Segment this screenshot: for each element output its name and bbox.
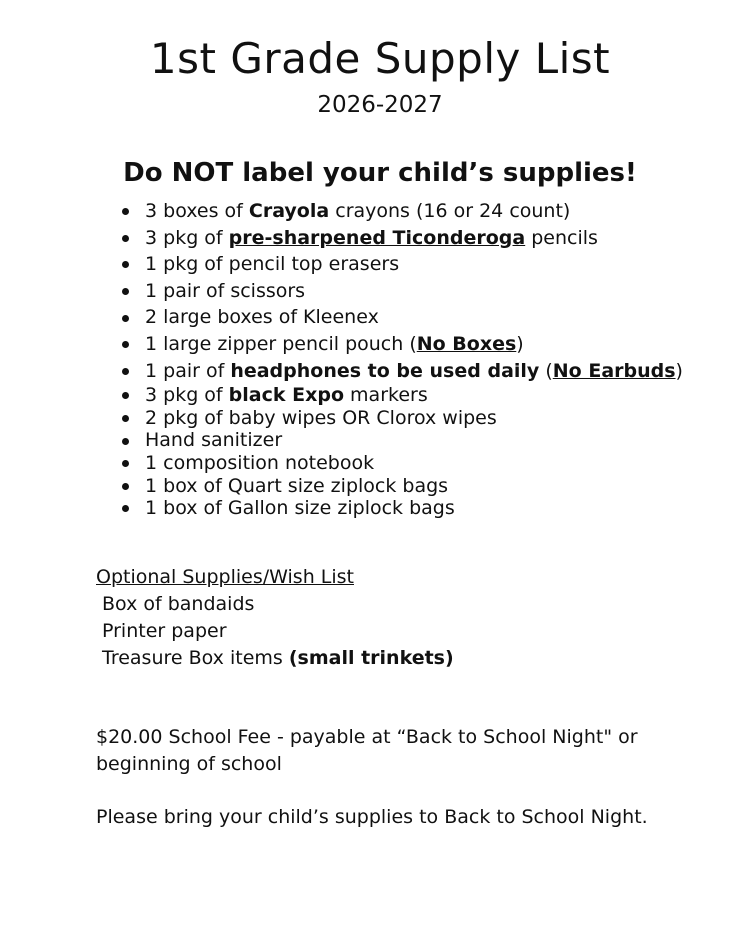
bring-supplies-note: Please bring your child’s supplies to Back to School Night. [96, 806, 648, 828]
list-item: 1 pair of headphones to be used daily (No Earbuds) [120, 358, 740, 385]
optional-item: Treasure Box items (small trinkets) [102, 647, 454, 669]
optional-item: Printer paper [102, 620, 227, 642]
list-item: 1 box of Gallon size ziplock bags [120, 497, 740, 520]
supply-list [120, 198, 740, 520]
list-item: 3 boxes of Crayola crayons (16 or 24 count) [120, 198, 740, 225]
list-item: 3 pkg of black Expo markers [120, 384, 740, 407]
school-year: 2026-2027 [317, 92, 443, 118]
list-item: 1 pkg of pencil top erasers [120, 251, 740, 278]
list-item: 1 pair of scissors [120, 278, 740, 305]
page-title: 1st Grade Supply List [149, 34, 611, 83]
list-item: 2 large boxes of Kleenex [120, 304, 740, 331]
list-item: Hand sanitizer [120, 429, 740, 452]
list-item: 1 large zipper pencil pouch (No Boxes) [120, 331, 740, 358]
list-item: 2 pkg of baby wipes OR Clorox wipes [120, 407, 740, 430]
label-warning: Do NOT label your child’s supplies! [123, 158, 637, 188]
list-item: 1 box of Quart size ziplock bags [120, 475, 740, 498]
list-item: 3 pkg of pre-sharpened Ticonderoga pencils [120, 225, 740, 252]
list-item: 1 composition notebook [120, 452, 740, 475]
school-fee-note: $20.00 School Fee - payable at “Back to School Night" or beginning of school [96, 726, 638, 775]
optional-heading: Optional Supplies/Wish List [96, 566, 354, 588]
optional-item: Box of bandaids [102, 593, 255, 615]
optional-supplies [96, 564, 696, 672]
